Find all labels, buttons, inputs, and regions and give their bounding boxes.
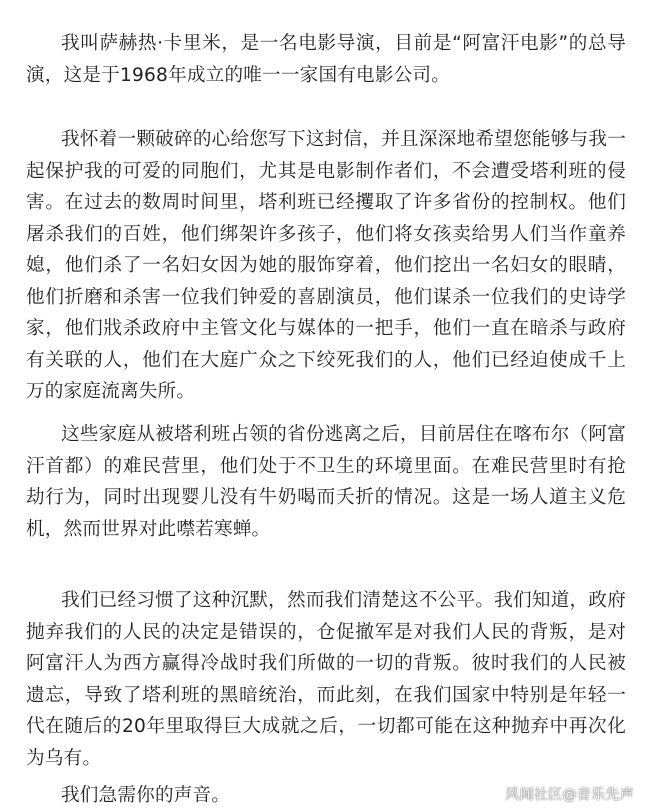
- watermark-text: 风闻社区@音乐先声: [505, 787, 634, 803]
- letter-paragraph-appeal: 我们急需你的声音。: [61, 785, 231, 806]
- letter-paragraph-intro: 我叫萨赫热·卡里米，是一名电影导演，目前是“阿富汗电影”的总导演，这是于1968年成立的唯一一家国有电影公司。: [26, 33, 626, 86]
- letter-paragraph-abandonment: 我们已经习惯了这种沉默，然而我们清楚这不公平。我们知道，政府抛弃我们的人民的决定是错误的，仓促撤军是对我们人民的背叛，是对阿富汗人为西方赢得冷战时我们所做的一切的背叛。彼时我们的人民被遗忘，导致了塔利班的黑暗统治，而此刻，在我们国家中特别是年轻一代在随后的20年里取得巨大成就之后，一切都可能在这种抛弃中再次化为乌有。: [26, 590, 626, 769]
- letter-paragraph-refugees: 这些家庭从被塔利班占领的省份逃离之后，目前居住在喀布尔（阿富汗首都）的难民营里，他们处于不卫生的环境里面。在难民营里时有抢劫行为，同时出现婴儿没有牛奶喝而夭折的情况。这是一场人道主义危机，然而世界对此噤若寒蝉。: [26, 424, 626, 540]
- letter-paragraph-taliban-atrocities: 我怀着一颗破碎的心给您写下这封信，并且深深地希望您能够与我一起保护我的可爱的同胞们，尤其是电影制作者们，不会遭受塔利班的侵害。在过去的数周时间里，塔利班已经攫取了许多省份的控制权。他们屠杀我们的百姓，他们绑架许多孩子，他们将女孩卖给男人们当作童养媳，他们杀了一名妇女因为她的服饰穿着，他们挖出一名妇女的眼睛，他们折磨和杀害一位我们钟爱的喜剧演员，他们谋杀一位我们的史诗学家，他们戕杀政府中主管文化与媒体的一把手，他们一直在暗杀与政府有关联的人，他们在大庭广众之下绞死我们的人，他们已经迫使成千上万的家庭流离失所。: [26, 129, 626, 402]
